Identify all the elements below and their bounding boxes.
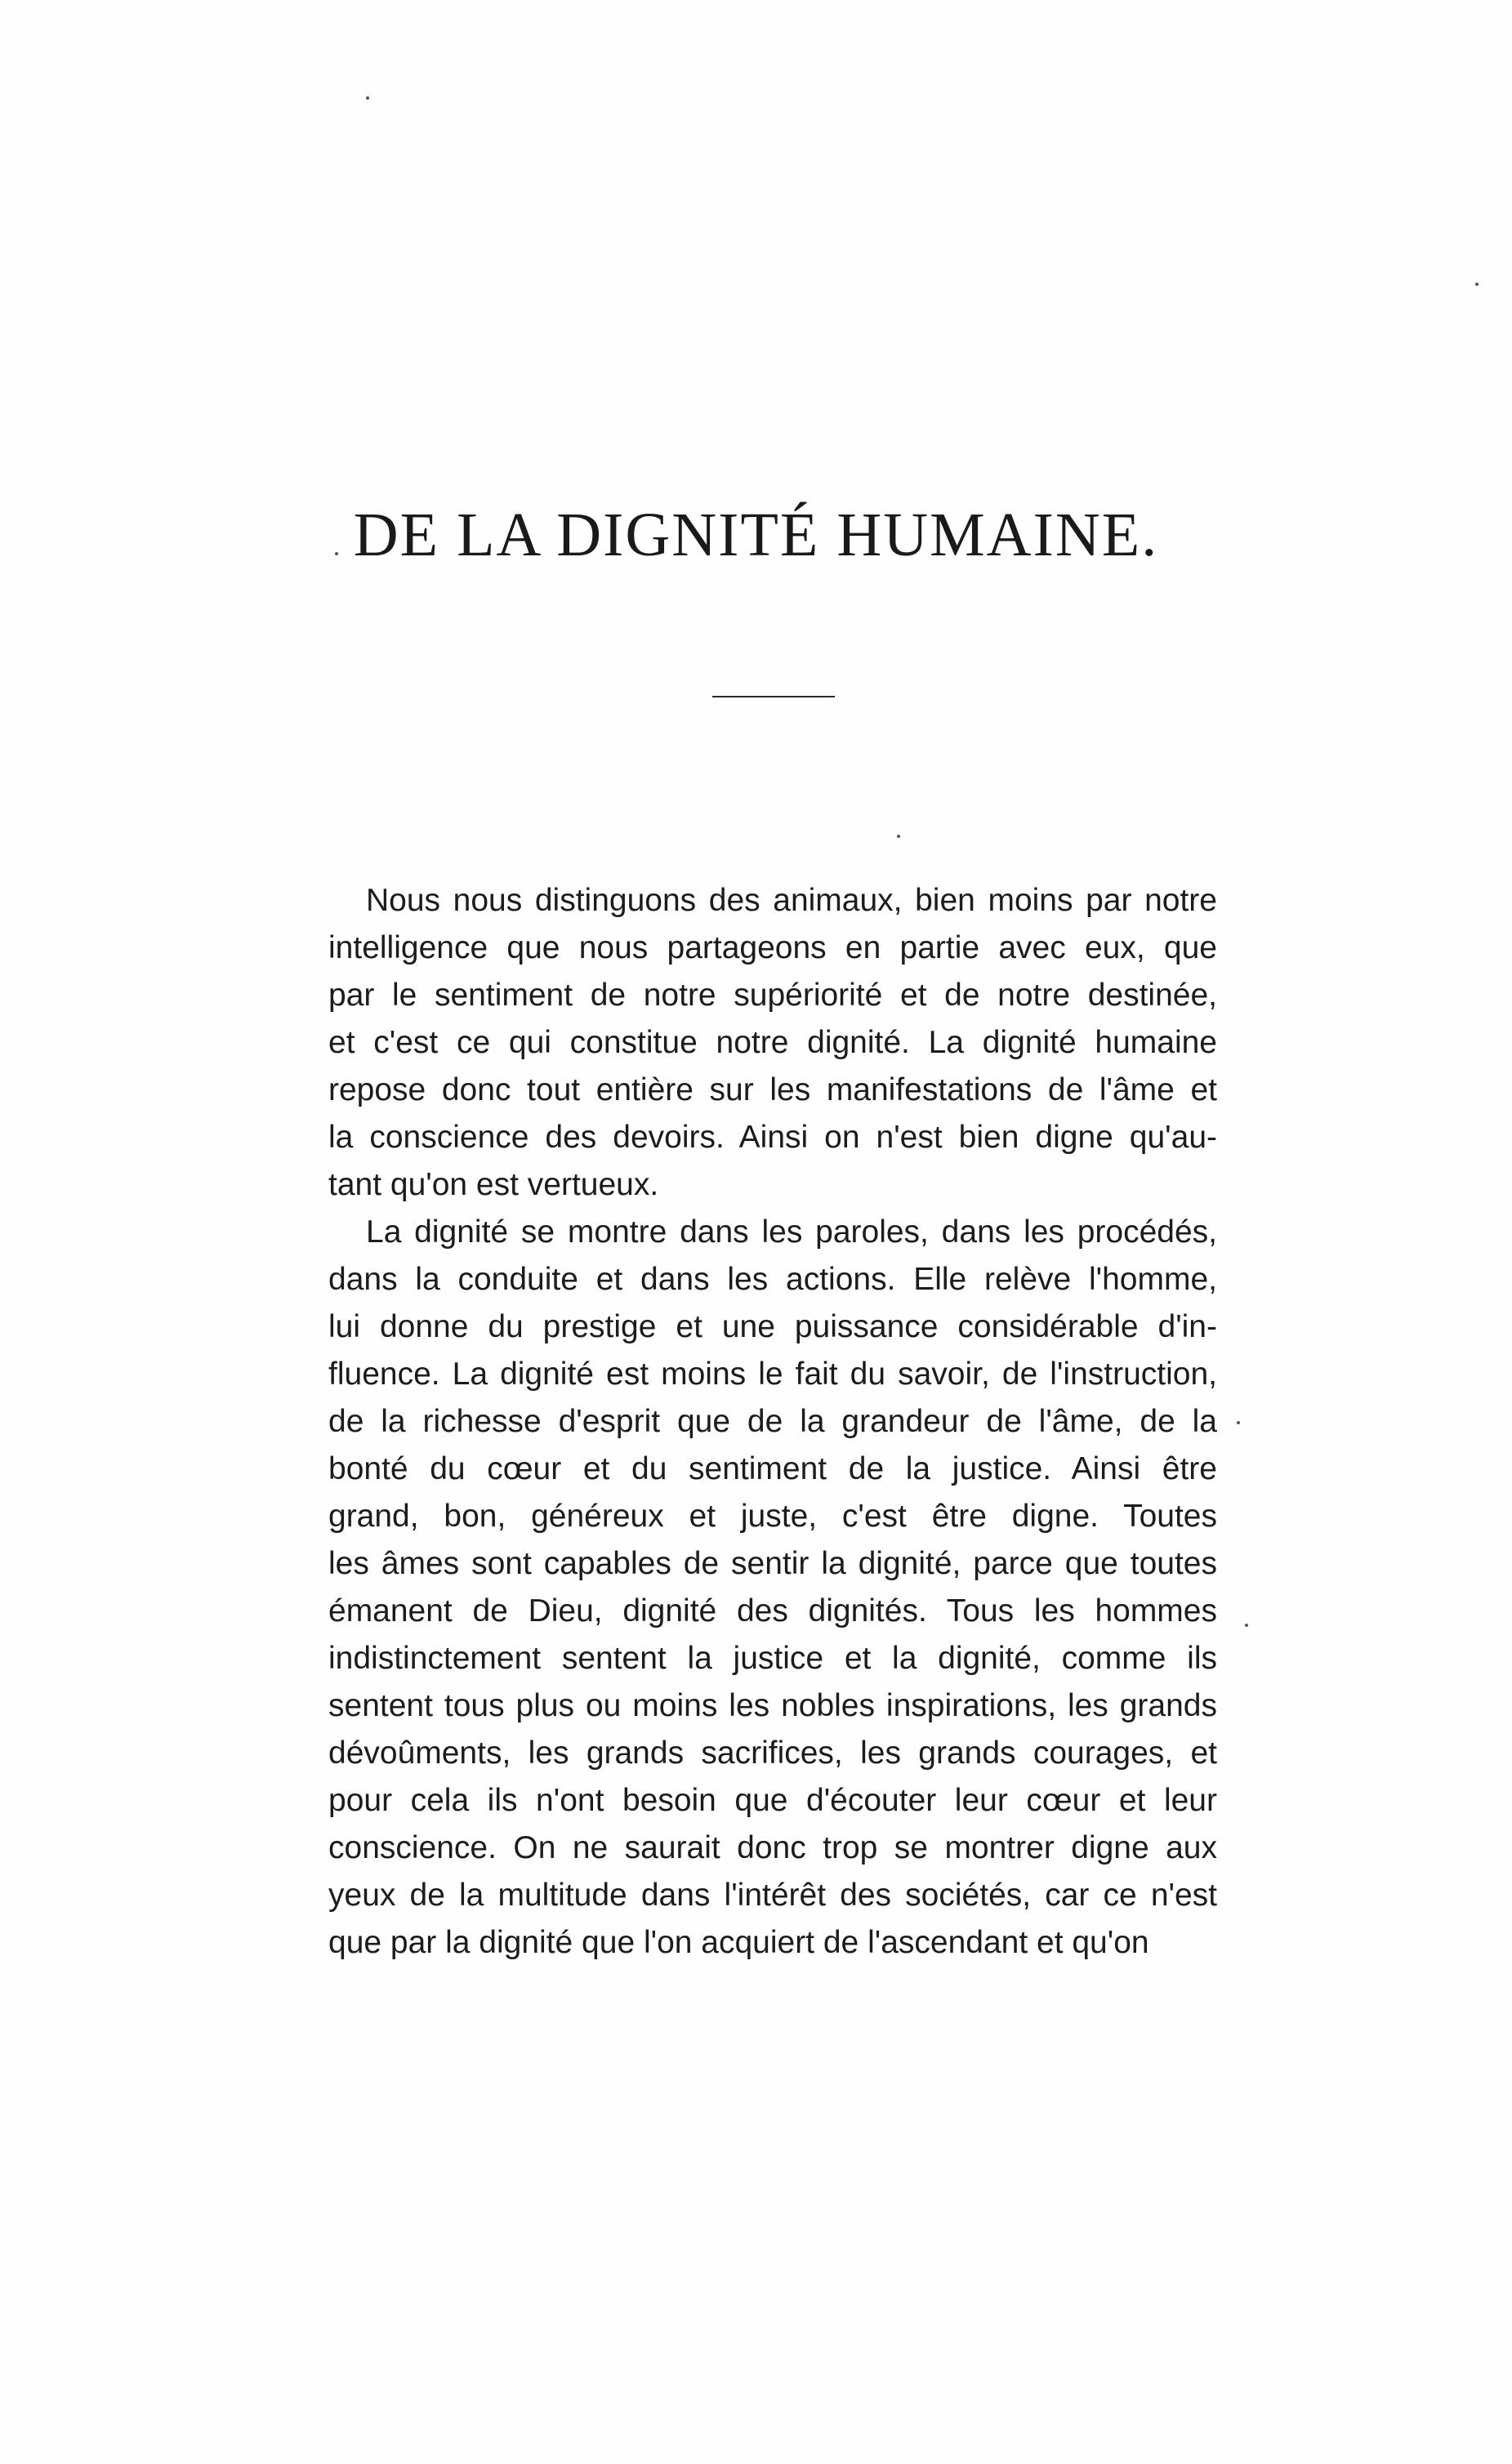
text-line: tant qu'on est vertueux. (328, 1167, 659, 1202)
text-line: que par la dignité que l'on acquiert de l'ascendant et qu'on (328, 1925, 1149, 1960)
scan-speck (897, 835, 900, 838)
text-line: par le sentiment de notre supériorité et de notre destinée, (328, 978, 1217, 1013)
text-line: indistinctement sentent la justice et la dignité, comme ils (328, 1641, 1217, 1676)
text-line: émanent de Dieu, dignité des dignités. Tous les hommes (328, 1593, 1217, 1629)
scan-speck (366, 96, 369, 100)
page-title: DE LA DIGNITÉ HUMAINE. (353, 501, 1159, 569)
text-line: les âmes sont capables de sentir la dignité, parce que toutes (328, 1546, 1217, 1581)
body-text (328, 877, 1217, 1967)
text-line: Nous nous distinguons des animaux, bien moins par notre (366, 883, 1217, 918)
text-line: et c'est ce qui constitue notre dignité. La dignité humaine (328, 1025, 1217, 1060)
text-line: dévoûments, les grands sacrifices, les grands courages, et (328, 1735, 1217, 1771)
scan-speck (1245, 1624, 1248, 1627)
text-line: repose donc tout entière sur les manifestations de l'âme et (328, 1072, 1217, 1107)
scan-speck (1237, 1421, 1240, 1424)
text-line: yeux de la multitude dans l'intérêt des sociétés, car ce n'est (328, 1878, 1217, 1913)
text-line: bonté du cœur et du sentiment de la justice. Ainsi être (328, 1451, 1217, 1486)
text-line: intelligence que nous partageons en partie avec eux, que (328, 930, 1217, 965)
text-line: grand, bon, généreux et juste, c'est être digne. Toutes (328, 1499, 1217, 1534)
text-line: de la richesse d'esprit que de la grandeur de l'âme, de la (328, 1404, 1217, 1439)
text-line: La dignité se montre dans les paroles, dans les procédés, (366, 1214, 1217, 1250)
text-line: dans la conduite et dans les actions. Elle relève l'homme, (328, 1262, 1217, 1297)
scan-speck (1475, 283, 1479, 286)
title-divider (712, 696, 835, 697)
scan-speck (335, 552, 338, 555)
text-line: la conscience des devoirs. Ainsi on n'est bien digne qu'au- (328, 1120, 1217, 1155)
text-line: lui donne du prestige et une puissance considérable d'in- (328, 1309, 1217, 1344)
text-line: conscience. On ne saurait donc trop se montrer digne aux (328, 1830, 1217, 1865)
text-line: fluence. La dignité est moins le fait du savoir, de l'instruction, (328, 1357, 1217, 1392)
text-line: pour cela ils n'ont besoin que d'écouter leur cœur et leur (328, 1783, 1217, 1818)
text-line: sentent tous plus ou moins les nobles inspirations, les grands (328, 1688, 1217, 1723)
